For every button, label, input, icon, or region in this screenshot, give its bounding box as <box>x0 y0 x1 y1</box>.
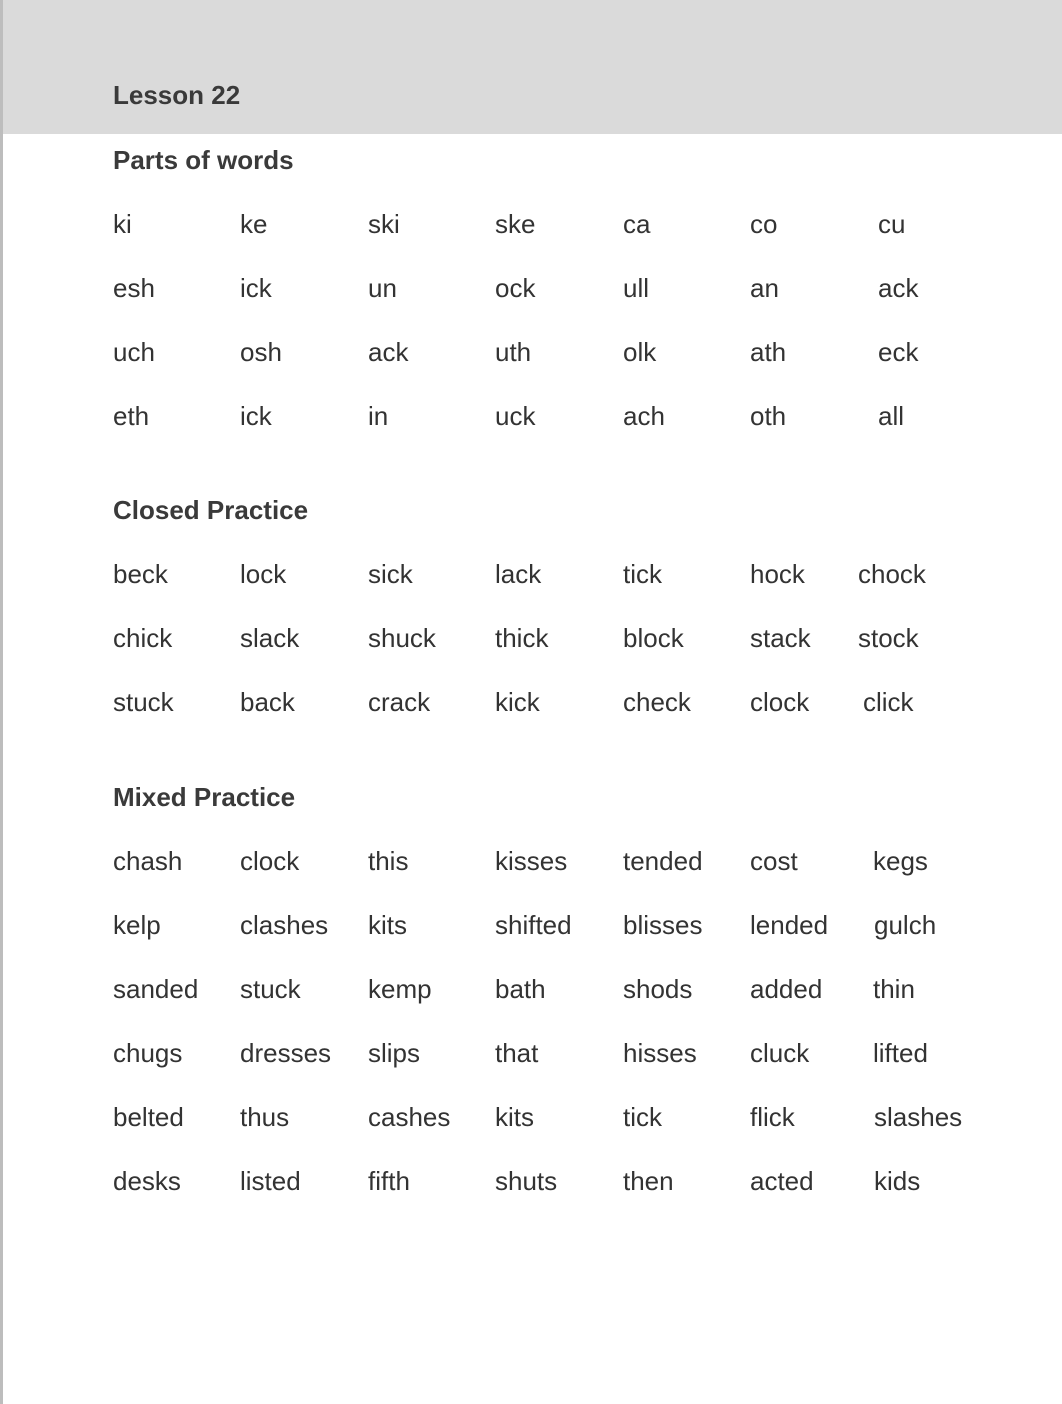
word-row <box>113 974 1013 1038</box>
word-item: hisses <box>623 1038 697 1068</box>
word-item: uth <box>495 337 532 367</box>
word-item: slips <box>368 1038 421 1068</box>
word-item: then <box>623 1166 674 1196</box>
word-item: kelp <box>113 910 161 940</box>
word-row <box>113 337 1013 401</box>
word-row <box>113 401 1013 465</box>
word-item: crack <box>368 687 431 717</box>
word-item: blisses <box>623 910 703 940</box>
word-item: thick <box>495 623 549 653</box>
section-heading-parts-of-words: Parts of words <box>113 145 294 175</box>
word-item: ath <box>750 337 787 367</box>
word-item: fifth <box>368 1166 410 1196</box>
word-item: chash <box>113 846 183 876</box>
word-item: dresses <box>240 1038 332 1068</box>
word-item: block <box>623 623 684 653</box>
lesson-title: Lesson 22 <box>113 80 241 110</box>
mixed-practice-grid <box>113 846 1013 1230</box>
word-item: lended <box>750 910 829 940</box>
word-item: kemp <box>368 974 432 1004</box>
word-item: ack <box>368 337 409 367</box>
word-item: shuts <box>495 1166 558 1196</box>
word-item: kits <box>368 910 407 940</box>
word-item: tick <box>623 559 662 589</box>
word-item: this <box>368 846 409 876</box>
word-item: in <box>368 401 389 431</box>
word-item: desks <box>113 1166 181 1196</box>
word-item: clock <box>240 846 300 876</box>
word-item: kisses <box>495 846 568 876</box>
word-item: stock <box>858 623 919 653</box>
word-item: beck <box>113 559 168 589</box>
word-item: acted <box>750 1166 814 1196</box>
word-item: bath <box>495 974 546 1004</box>
word-item: stuck <box>113 687 174 717</box>
page-header <box>3 0 1062 134</box>
word-item: lack <box>495 559 542 589</box>
word-row <box>113 687 1013 751</box>
word-item: flick <box>750 1102 795 1132</box>
word-item: ki <box>113 209 132 239</box>
word-item: ock <box>495 273 536 303</box>
word-item: all <box>878 401 905 431</box>
word-item: ach <box>623 401 665 431</box>
word-item: shifted <box>495 910 572 940</box>
word-item: slashes <box>874 1102 963 1132</box>
word-item: lifted <box>873 1038 928 1068</box>
word-item: slack <box>240 623 300 653</box>
word-item: cluck <box>750 1038 810 1068</box>
word-item: uch <box>113 337 155 367</box>
word-item: ick <box>240 401 272 431</box>
word-item: added <box>750 974 823 1004</box>
word-item: hock <box>750 559 805 589</box>
word-row <box>113 910 1013 974</box>
word-item: eck <box>878 337 919 367</box>
section-heading-mixed-practice: Mixed Practice <box>113 782 296 812</box>
word-item: stuck <box>240 974 301 1004</box>
word-item: tick <box>623 1102 662 1132</box>
word-item: oth <box>750 401 787 431</box>
word-item: sanded <box>113 974 199 1004</box>
word-row <box>113 559 1013 623</box>
word-item: that <box>495 1038 539 1068</box>
word-item: ca <box>623 209 651 239</box>
word-item: tended <box>623 846 703 876</box>
section-heading-closed-practice: Closed Practice <box>113 495 309 525</box>
word-row <box>113 273 1013 337</box>
word-item: chick <box>113 623 173 653</box>
word-item: stack <box>750 623 811 653</box>
word-item: un <box>368 273 397 303</box>
word-item: ke <box>240 209 268 239</box>
closed-practice-grid <box>113 559 1013 751</box>
word-item: an <box>750 273 779 303</box>
word-item: ski <box>368 209 400 239</box>
word-item: esh <box>113 273 155 303</box>
word-item: kick <box>495 687 540 717</box>
word-item: sick <box>368 559 413 589</box>
word-item: cashes <box>368 1102 451 1132</box>
word-item: uck <box>495 401 536 431</box>
word-item: back <box>240 687 295 717</box>
word-row <box>113 1102 1013 1166</box>
word-item: kids <box>874 1166 921 1196</box>
word-row <box>113 209 1013 273</box>
word-item: kegs <box>873 846 928 876</box>
word-item: osh <box>240 337 282 367</box>
word-item: ske <box>495 209 536 239</box>
word-item: eth <box>113 401 150 431</box>
word-item: gulch <box>874 910 937 940</box>
word-item: belted <box>113 1102 184 1132</box>
word-item: shuck <box>368 623 436 653</box>
word-item: shods <box>623 974 693 1004</box>
word-item: clock <box>750 687 810 717</box>
word-row <box>113 1166 1013 1230</box>
word-item: olk <box>623 337 657 367</box>
word-item: chock <box>858 559 926 589</box>
word-item: listed <box>240 1166 301 1196</box>
word-item: check <box>623 687 691 717</box>
word-item: thus <box>240 1102 290 1132</box>
word-item: ick <box>240 273 272 303</box>
word-item: kits <box>495 1102 534 1132</box>
word-item: ull <box>623 273 650 303</box>
word-item: lock <box>240 559 287 589</box>
word-row <box>113 846 1013 910</box>
word-item: chugs <box>113 1038 183 1068</box>
word-item: clashes <box>240 910 329 940</box>
parts-of-words-grid <box>113 209 1013 465</box>
word-item: cost <box>750 846 798 876</box>
word-row <box>113 623 1013 687</box>
word-item: ack <box>878 273 919 303</box>
word-item: co <box>750 209 778 239</box>
word-row <box>113 1038 1013 1102</box>
word-item: cu <box>878 209 906 239</box>
word-item: thin <box>873 974 915 1004</box>
word-item: click <box>863 687 914 717</box>
